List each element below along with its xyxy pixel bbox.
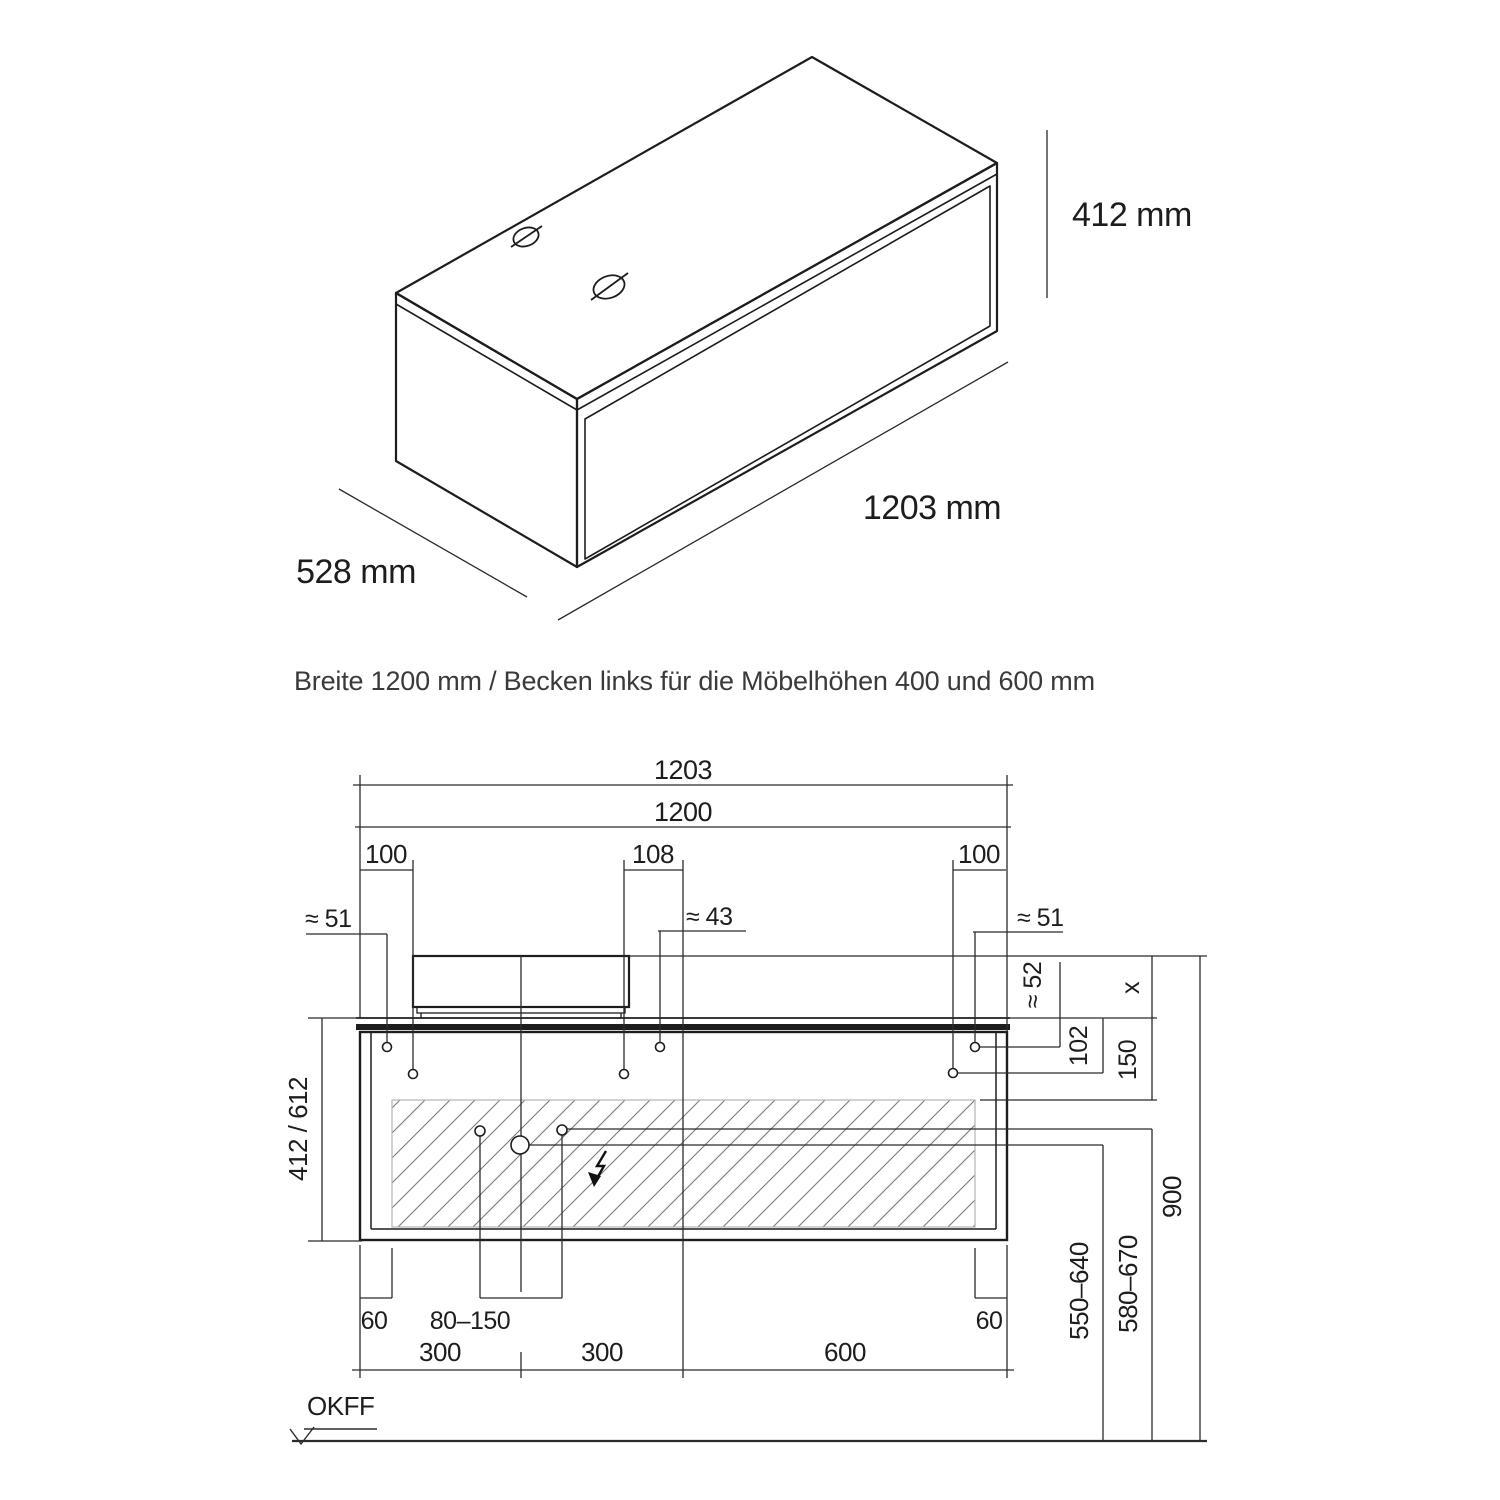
dim-seg-mid-label: 300	[581, 1337, 623, 1367]
dim-approx-depth-label: ≈ 52	[1019, 961, 1047, 1009]
dim-edge-left-label: 60	[360, 1307, 388, 1335]
dim-drain-height-label: 550–640	[1064, 1242, 1094, 1340]
hole-row1-left	[383, 1043, 392, 1052]
hole-row2-left	[409, 1070, 418, 1079]
dim-supply-height-label: 580–670	[1113, 1235, 1143, 1333]
dim-x-label: x	[1117, 982, 1145, 994]
hole-row2-right	[949, 1069, 958, 1078]
iso-depth-label: 528 mm	[296, 553, 416, 591]
dim-total-width-label: 1203	[653, 755, 713, 785]
drain-hole-slash-icon	[591, 273, 628, 300]
hole-row1-center	[656, 1043, 665, 1052]
iso-faucet-holes	[511, 224, 628, 303]
iso-height-label: 412 mm	[1072, 196, 1192, 234]
hole-row1-right	[971, 1043, 980, 1052]
dim-102-label: 102	[1065, 1025, 1093, 1067]
dim-edge-right-label: 60	[975, 1307, 1003, 1335]
dim-total-height-label: 900	[1157, 1176, 1187, 1218]
dim-approx-right-label: ≈ 51	[1017, 904, 1064, 932]
drawing-caption: Breite 1200 mm / Becken links für die Möbelhöhen 400 und 600 mm	[294, 666, 1095, 696]
dim-hole-left-label: 100	[365, 839, 407, 869]
dim-hole-center-label: 108	[632, 839, 674, 869]
drain-connection	[511, 1136, 529, 1154]
dim-hole-right-label: 100	[958, 839, 1000, 869]
dim-seg-left-label: 300	[419, 1337, 461, 1367]
hole-row2-center	[620, 1070, 629, 1079]
dim-faucet-label: 80–150	[429, 1307, 511, 1335]
faucet-hole-slash-icon	[511, 226, 542, 247]
floor-label: OKFF	[307, 1391, 375, 1421]
dim-150-label: 150	[1114, 1039, 1142, 1081]
iso-top-face	[396, 57, 997, 399]
isometric-view	[296, 57, 1192, 620]
dim-cabinet-height-label: 412 / 612	[283, 1077, 313, 1181]
iso-width-label: 1203 mm	[862, 489, 1002, 527]
dim-approx-center-label: ≈ 43	[686, 903, 733, 931]
dim-approx-left-label: ≈ 51	[305, 905, 352, 933]
supply-connection-left	[475, 1126, 485, 1136]
iso-left-face	[396, 293, 577, 567]
front-elevation-view	[283, 755, 1207, 1444]
dim-seg-right-label: 600	[824, 1337, 866, 1367]
dim-body-width-label: 1200	[653, 797, 713, 827]
iso-dimension-lines	[339, 130, 1047, 620]
floor-reference	[290, 1427, 1207, 1444]
supply-connection-right	[557, 1125, 567, 1135]
